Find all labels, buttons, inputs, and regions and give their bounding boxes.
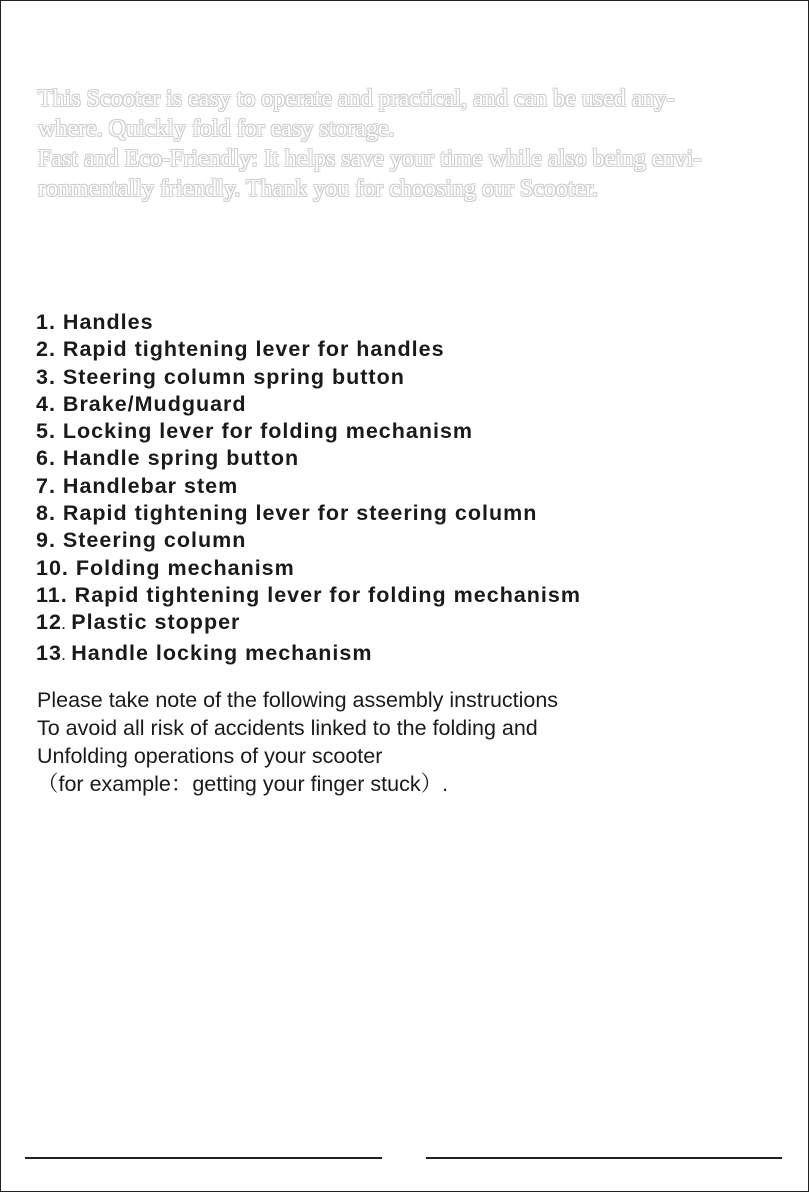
part-number: 1. xyxy=(36,310,56,334)
parts-list-item xyxy=(36,555,581,582)
part-label: Steering column spring button xyxy=(55,364,405,389)
notice-line: Please take note of the following assembly instructions xyxy=(37,688,559,712)
part-label: Locking lever for folding mechanism xyxy=(55,419,474,444)
parts-list-item xyxy=(36,609,581,639)
parts-list-item xyxy=(36,418,581,445)
part-label: Handle locking mechanism xyxy=(71,640,373,665)
part-label: Handle spring button xyxy=(55,446,300,471)
part-number: 3. xyxy=(36,364,56,389)
part-label: Brake/Mudguard xyxy=(55,391,247,416)
part-separator: . xyxy=(61,618,66,633)
part-separator: . xyxy=(61,648,66,663)
part-label: Handlebar stem xyxy=(55,473,239,498)
part-label: Rapid tightening lever for folding mechanism xyxy=(67,582,581,607)
parts-list-item xyxy=(36,640,581,670)
parts-list-item xyxy=(36,391,581,418)
footer-rule-right xyxy=(426,1157,782,1159)
parts-list-item xyxy=(36,582,581,609)
part-label: Rapid tightening lever for steering column xyxy=(55,501,538,526)
parts-list-item xyxy=(36,336,581,363)
parts-list-item xyxy=(36,527,581,554)
part-number: 5. xyxy=(36,419,56,444)
part-number: 10. xyxy=(36,555,69,580)
parts-list-item xyxy=(36,473,581,500)
intro-line: where. Quickly fold for easy storage. xyxy=(38,116,395,142)
part-number: 8. xyxy=(36,501,56,526)
part-number: 2. xyxy=(36,337,56,362)
part-number: 13 xyxy=(36,640,62,665)
intro-line: This Scooter is easy to operate and practical, and can be used any- xyxy=(38,86,675,112)
parts-list-item xyxy=(36,445,581,472)
notice-line: （for example：getting your finger stuck）. xyxy=(37,772,449,796)
part-number: 7. xyxy=(36,473,56,498)
part-number: 12 xyxy=(36,610,62,635)
intro-line: Fast and Eco-Friendly: It helps save your time while also being envi- xyxy=(38,146,702,172)
parts-list-item xyxy=(36,364,581,391)
notice-line: Unfolding operations of your scooter xyxy=(37,744,383,768)
part-label: Steering column xyxy=(55,528,247,553)
part-number: 4. xyxy=(36,391,56,416)
part-label: Rapid tightening lever for handles xyxy=(55,337,445,362)
parts-list-item xyxy=(36,309,581,336)
part-label: Plastic stopper xyxy=(71,610,241,635)
parts-list xyxy=(36,309,581,670)
part-number: 11. xyxy=(36,582,68,607)
intro-paragraph xyxy=(38,84,768,204)
notice-line: To avoid all risk of accidents linked to the folding and xyxy=(37,716,538,740)
footer-rule-left xyxy=(25,1157,382,1159)
part-label: Folding mechanism xyxy=(68,555,295,580)
assembly-notice xyxy=(37,686,558,798)
part-label: Handles xyxy=(55,310,154,334)
parts-list-item xyxy=(36,500,581,527)
intro-line: ronmentally friendly. Thank you for choosing our Scooter. xyxy=(38,176,598,202)
part-number: 9. xyxy=(36,528,56,553)
part-number: 6. xyxy=(36,446,56,471)
